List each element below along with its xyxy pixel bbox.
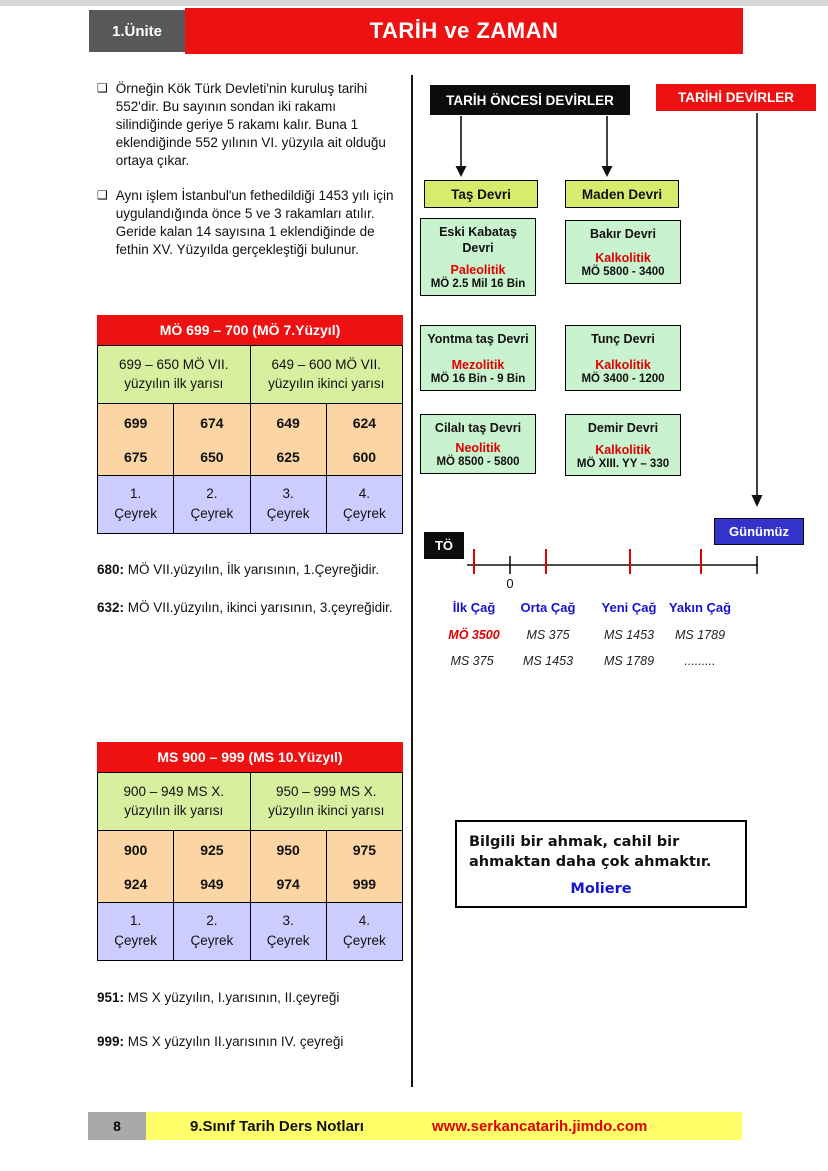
- quarter-word: Çeyrek: [266, 505, 310, 521]
- ms-quarter-label-cell: [174, 903, 250, 961]
- mo-century-table: [97, 315, 403, 534]
- quarter-number: 1.: [129, 486, 142, 502]
- quarter-end-year: 650: [200, 449, 224, 466]
- ms-half-cell: 950 – 999 MS X. yüzyılın ikinci yarısı: [251, 773, 404, 831]
- era-end-date: MS 375: [450, 654, 494, 668]
- ms-table-grid: [97, 772, 403, 961]
- ms-quarter-label-cell: [327, 903, 403, 961]
- note-text: MS X yüzyılın II.yarısının IV. çeyreği: [127, 1033, 344, 1049]
- intro-bullets: [97, 80, 403, 276]
- arrow-to-gunumuz-head: [752, 495, 763, 507]
- period-box-mezolitik: [420, 325, 536, 391]
- note-year: 680:: [97, 562, 125, 577]
- period-name: Demir Devri: [587, 421, 659, 435]
- page-number-badge: 8: [88, 1112, 146, 1140]
- quarter-end-year: 999: [352, 876, 377, 893]
- footer-course-title: 9.Sınıf Tarih Ders Notları: [190, 1117, 364, 1135]
- ms-quarter-cell: [327, 831, 403, 903]
- prehistoric-periods-header: TARİH ÖNCESİ DEVİRLER: [430, 85, 630, 115]
- period-era: Paleolitik: [450, 263, 506, 277]
- quarter-number: 4.: [358, 913, 370, 929]
- note-632: [97, 598, 399, 618]
- quarter-number: 2.: [206, 486, 218, 502]
- note-text: MÖ VII.yüzyılın, İlk yarısının, 1.Çeyreğidir.: [127, 562, 380, 577]
- note-year: 999:: [97, 1033, 125, 1049]
- ms-quarter-label-cell: [251, 903, 327, 961]
- bullet-text: Aynı işlem İstanbul'un fethedildiği 1453 yılı için uygulandığında önce 5 ve 3 rakamları atılır. Geride kalan 14 sayısına 1 eklendiğinde de fethin XV. Yüzyılda gerçekleştiği bulunur.: [115, 187, 394, 257]
- ms-quarter-cell: [174, 831, 250, 903]
- timeline-to-box: TÖ: [424, 532, 464, 559]
- mo-half-cell: 699 – 650 MÖ VII. yüzyılın ilk yarısı: [98, 346, 251, 404]
- quarter-word: Çeyrek: [190, 505, 234, 521]
- ms-half-cell: 900 – 949 MS X. yüzyılın ilk yarısı: [98, 773, 251, 831]
- ms-table-header: MS 900 – 999 (MS 10.Yüzyıl): [97, 742, 403, 772]
- quarter-start-year: 649: [276, 415, 300, 432]
- mo-quarter-cell: [327, 404, 403, 476]
- period-box-tunc: [565, 325, 681, 391]
- period-dates: MÖ 2.5 Mil 16 Bin: [430, 278, 526, 290]
- quarter-end-year: 625: [276, 449, 300, 466]
- period-box-demir: [565, 414, 681, 476]
- quarter-number: 2.: [206, 913, 218, 929]
- stone-age-header: Taş Devri: [424, 180, 538, 208]
- period-dates: MÖ 3400 - 1200: [581, 373, 665, 385]
- mo-half-cell: 649 – 600 MÖ VII. yüzyılın ikinci yarısı: [251, 346, 404, 404]
- note-999: [97, 1032, 399, 1052]
- period-era: Neolitik: [455, 441, 501, 455]
- era-start-date: MÖ 3500: [448, 628, 500, 642]
- quarter-number: 3.: [282, 913, 294, 929]
- bullet-square-icon: ❑: [97, 81, 108, 95]
- mo-quarter-label-cell: [251, 476, 327, 534]
- period-era: Kalkolitik: [595, 251, 651, 265]
- period-era: Mezolitik: [451, 358, 505, 372]
- arrow-to-stone-age-head: [456, 166, 467, 177]
- era-start-date: MS 1789: [674, 628, 726, 642]
- period-name: Cilalı taş Devri: [434, 421, 522, 435]
- quarter-word: Çeyrek: [114, 932, 157, 948]
- note-text: MÖ VII.yüzyılın, ikinci yarısının, 3.çeyreğidir.: [127, 599, 393, 615]
- mo-quarter-label-cell: [98, 476, 174, 534]
- period-dates: MÖ 8500 - 5800: [436, 456, 520, 468]
- mo-quarter-cell: [98, 404, 174, 476]
- period-dates: MÖ 16 Bin - 9 Bin: [430, 373, 526, 385]
- bullet-item: [97, 187, 403, 259]
- period-name: Yontma taş Devri: [427, 332, 529, 346]
- period-dates: MÖ XIII. YY – 330: [576, 458, 670, 470]
- ms-quarter-cell: [251, 831, 327, 903]
- page-title: TARİH ve ZAMAN: [185, 8, 743, 54]
- era-label-orta-cag: Orta Çağ: [520, 600, 576, 615]
- ms-century-table: [97, 742, 403, 961]
- timeline-zero-label: 0: [506, 576, 514, 591]
- bullet-text: Örneğin Kök Türk Devleti'nin kuruluş tarihi 552'dir. Bu sayının sondan iki rakamı silindiğinde geriye 5 rakamı kalır. Buna 1 eklendiğinde 552 yılının VI. yüzyıla ait olduğu ortaya çıkar.: [115, 81, 386, 168]
- quarter-end-year: 600: [352, 449, 377, 466]
- mo-quarter-cell: [251, 404, 327, 476]
- quote-box: [455, 820, 747, 908]
- mo-quarter-cell: [174, 404, 250, 476]
- note-year: 632:: [97, 599, 125, 615]
- bullet-item: [97, 80, 403, 170]
- metal-age-header: Maden Devri: [565, 180, 679, 208]
- quarter-start-year: 950: [276, 842, 300, 859]
- period-box-neolitik: [420, 414, 536, 474]
- note-text: MS X yüzyılın, I.yarısının, II.çeyreği: [127, 990, 340, 1005]
- mo-quarter-label-cell: [174, 476, 250, 534]
- quarter-end-year: 974: [276, 876, 300, 893]
- period-dates: MÖ 5800 - 3400: [581, 266, 665, 278]
- era-label-ilk-cag: İlk Çağ: [452, 600, 496, 615]
- period-era: Kalkolitik: [595, 443, 651, 457]
- quarter-start-year: 900: [123, 842, 148, 859]
- quarter-end-year: 675: [123, 449, 148, 466]
- page-top-edge: [0, 0, 828, 6]
- unit-badge: 1.Ünite: [89, 10, 185, 52]
- note-year: 951:: [97, 990, 125, 1005]
- quarter-word: Çeyrek: [342, 505, 386, 521]
- ms-notes: [97, 988, 399, 1075]
- quarter-start-year: 624: [352, 415, 377, 432]
- era-start-date: MS 375: [526, 628, 570, 642]
- era-end-date: MS 1789: [603, 654, 655, 668]
- footer-website-link[interactable]: www.serkancatarih.jimdo.com: [432, 1117, 648, 1135]
- era-start-date: MS 1453: [603, 628, 655, 642]
- quarter-end-year: 924: [123, 876, 148, 893]
- arrow-to-metal-age-head: [602, 166, 613, 177]
- bullet-square-icon: ❑: [97, 187, 108, 202]
- ms-quarter-label-cell: [98, 903, 174, 961]
- quarter-start-year: 699: [123, 415, 148, 432]
- period-name: Tunç Devri: [591, 332, 655, 346]
- quarter-start-year: 674: [200, 415, 224, 432]
- quarter-number: 3.: [282, 486, 294, 502]
- period-box-bakir: [565, 220, 681, 284]
- period-name: Eski Kabataş Devri: [439, 225, 517, 255]
- era-end-date: MS 1453: [522, 654, 574, 668]
- historic-periods-header: TARİHİ DEVİRLER: [656, 84, 816, 111]
- quarter-word: Çeyrek: [266, 932, 310, 948]
- quote-author: Moliere: [570, 880, 632, 897]
- column-divider: [411, 75, 413, 1087]
- ms-quarter-cell: [98, 831, 174, 903]
- mo-table-header: MÖ 699 – 700 (MÖ 7.Yüzyıl): [97, 315, 403, 345]
- era-label-yeni-cag: Yeni Çağ: [601, 600, 657, 615]
- quarter-number: 1.: [129, 913, 142, 929]
- note-680: [97, 560, 399, 580]
- period-name: Bakır Devri: [589, 227, 656, 241]
- quarter-word: Çeyrek: [342, 932, 386, 948]
- quarter-start-year: 925: [200, 842, 224, 859]
- quarter-end-year: 949: [200, 876, 224, 893]
- mo-quarter-label-cell: [327, 476, 403, 534]
- mo-table-grid: [97, 345, 403, 534]
- quarter-word: Çeyrek: [114, 505, 157, 521]
- era-end-date: .........: [684, 654, 716, 668]
- era-label-yakin-cag: Yakın Çağ: [668, 600, 732, 615]
- period-era: Kalkolitik: [595, 358, 651, 372]
- quote-text: Bilgili bir ahmak, cahil bir ahmaktan daha çok ahmaktır.: [469, 834, 712, 871]
- period-box-paleolitik: [420, 218, 536, 296]
- quarter-number: 4.: [358, 486, 370, 502]
- quarter-start-year: 975: [352, 842, 377, 859]
- gunumuz-box: Günümüz: [714, 518, 804, 545]
- mo-notes: [97, 560, 399, 635]
- note-951: [97, 988, 399, 1008]
- quarter-word: Çeyrek: [190, 932, 234, 948]
